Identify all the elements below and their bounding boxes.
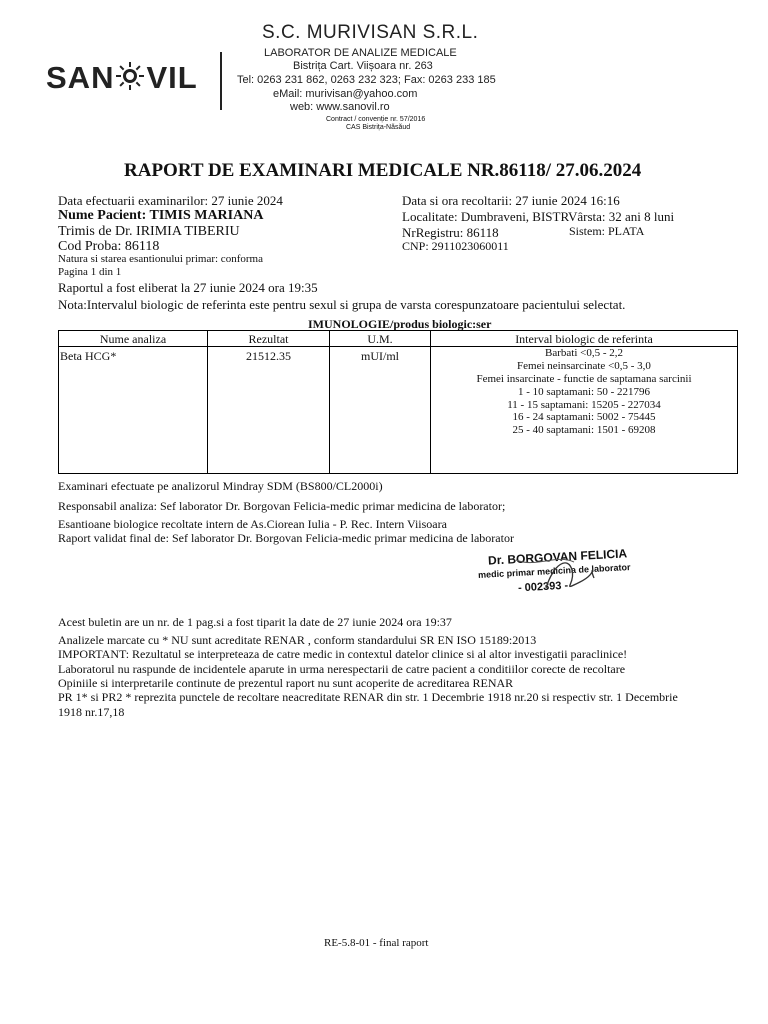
reference-line: 1 - 10 saptamani: 50 - 221796 — [518, 386, 650, 398]
lab-address: Bistrița Cart. Viișoara nr. 263 — [293, 60, 433, 72]
lab-web: web: www.sanovil.ro — [290, 101, 390, 113]
lab-cas: CAS Bistrița-Năsăud — [346, 124, 411, 131]
footer-code: RE-5.8-01 - final raport — [324, 937, 429, 949]
lab-phones: Tel: 0263 231 862, 0263 232 323; Fax: 0263 233 185 — [237, 74, 496, 86]
stamp-role: medic primar medicina de laborator — [477, 562, 631, 580]
reference-line: Femei insarcinate - functie de saptamana sarcinii — [476, 373, 692, 385]
analysis-name: Beta HCG* — [60, 349, 117, 363]
signature-icon — [476, 548, 636, 600]
analyzer-info: Examinari efectuate pe analizorul Mindray SDM (BS800/CL2000i) — [58, 479, 383, 493]
lab-contract: Contract / convenție nr. 57/2016 — [326, 116, 426, 123]
locality: Localitate: Dumbraveni, BISTR — [402, 209, 570, 224]
sun-logo-icon — [115, 61, 145, 91]
samples-info: Esantioane biologice recoltate intern de As.Ciorean Iulia - P. Rec. Intern Viisoara — [58, 517, 447, 531]
col-header-name: Nume analiza — [99, 332, 167, 346]
payment-system: Sistem: PLATA — [569, 224, 645, 238]
note-line: PR 1* si PR2 * reprezita punctele de recoltare neacreditate RENAR din str. 1 Decembrie 1918 nr.20 si respectiv str. 1 Decembrie — [58, 690, 678, 704]
col-header-result: Rezultat — [248, 332, 289, 346]
analysis-result: 21512.35 — [246, 349, 291, 363]
sample-state: Natura si starea esantionului primar: conforma — [58, 253, 263, 265]
note-line: Opiniile si interpretarile continute de prezentul raport nu sunt acoperite de acreditarea RENAR — [58, 676, 514, 690]
reference-line: 16 - 24 saptamani: 5002 - 75445 — [512, 411, 656, 423]
reference-line: 25 - 40 saptamani: 1501 - 69208 — [512, 424, 656, 436]
company-name: S.C. MURIVISAN S.R.L. — [262, 22, 479, 43]
reference-line: 11 - 15 saptamani: 15205 - 227034 — [507, 399, 661, 411]
reference-line: Barbati <0,5 - 2,2 — [545, 347, 623, 359]
reference-line: Femei neinsarcinate <0,5 - 3,0 — [517, 360, 651, 372]
referring-doctor: Trimis de Dr. IRIMIA TIBERIU — [58, 224, 240, 239]
reference-note: Nota:Intervalul biologic de referinta este pentru sexul si grupa de varsta corespunzatoare pacientului selectat. — [58, 297, 626, 312]
patient-name: Nume Pacient: TIMIS MARIANA — [58, 208, 264, 223]
exam-date: Data efectuarii examinarilor: 27 iunie 2024 — [58, 193, 283, 208]
note-line: 1918 nr.17,18 — [58, 705, 125, 719]
page-number: Pagina 1 din 1 — [58, 266, 122, 278]
stamp-code: - 002393 - — [517, 579, 569, 595]
validated-info: Raport validat final de: Sef laborator Dr. Borgovan Felicia-medic primar medicina de laborator — [58, 531, 514, 545]
registry-number: NrRegistru: 86118 — [402, 225, 499, 240]
results-table — [58, 330, 738, 474]
lab-email: eMail: murivisan@yahoo.com — [273, 88, 418, 100]
patient-cnp: CNP: 2911023060011 — [402, 239, 509, 253]
col-header-reference: Interval biologic de referinta — [515, 332, 653, 346]
patient-age: Vârsta: 32 ani 8 luni — [568, 209, 675, 224]
company-logo: SAN VIL — [46, 60, 198, 95]
release-date: Raportul a fost eliberat la 27 iunie 2024 ora 19:35 — [58, 280, 318, 295]
note-line: Acest buletin are un nr. de 1 pag.si a fost tiparit la date de 27 iunie 2024 ora 19:37 — [58, 615, 452, 629]
report-title: RAPORT DE EXAMINARI MEDICALE NR.86118/ 27.06.2024 — [124, 160, 642, 181]
collection-datetime: Data si ora recoltarii: 27 iunie 2024 16:16 — [402, 193, 620, 208]
sample-code: Cod Proba: 86118 — [58, 239, 160, 254]
lab-name: LABORATOR DE ANALIZE MEDICALE — [264, 47, 457, 59]
section-title: IMUNOLOGIE/produs biologic:ser — [308, 317, 492, 331]
note-line: IMPORTANT: Rezultatul se interpreteaza de catre medic in contextul datelor clinice si al altor investigatii paraclinice! — [58, 647, 628, 661]
responsible-info: Responsabil analiza: Sef laborator Dr. Borgovan Felicia-medic primar medicina de laborator; — [58, 499, 506, 513]
note-line: Analizele marcate cu * NU sunt acreditate RENAR , conform standardului SR EN ISO 15189:2013 — [58, 633, 537, 647]
note-line: Laboratorul nu raspunde de incidentele aparute in urma nerespectarii de catre pacient a conditiilor corecte de recoltare — [58, 662, 626, 676]
stamp-name: Dr. BORGOVAN FELICIA — [487, 546, 628, 568]
analysis-unit: mUI/ml — [361, 349, 399, 363]
doctor-stamp — [476, 548, 636, 600]
col-header-unit: U.M. — [367, 332, 393, 346]
logo-divider — [220, 52, 222, 110]
